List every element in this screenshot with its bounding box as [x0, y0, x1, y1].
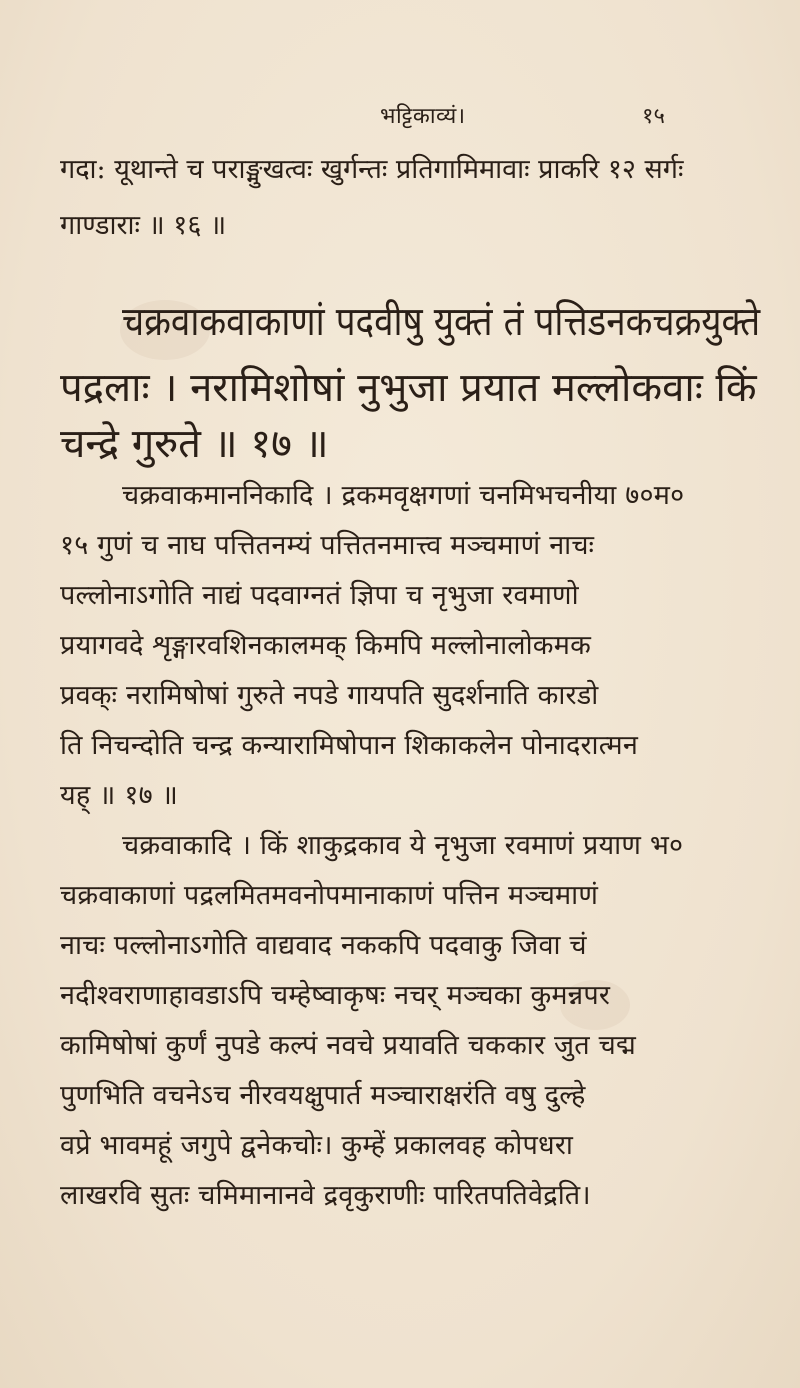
commentary-line: चक्रवाकमाननिकादि । द्रकमवृक्षगणां चनमिभचनीया ७०म० [122, 480, 685, 511]
commentary-line: चक्रवाकादि । किं शाकुद्रकाव ये नृभुजा रवमाणं प्रयाण भ० [122, 830, 684, 861]
commentary-line: नदीश्वराणाहावडाऽपि चम्हेष्वाकृषः नचर् मञ्चका कुमन्नपर [60, 980, 611, 1011]
commentary-line: ति निचन्दोति चन्द्र कन्यारामिषोपान शिकाकलेन पोनादरात्मन [60, 730, 639, 761]
commentary-line: लाखरवि सुतः चमिमानानवे द्रवृकुराणीः पारितपतिवेद्रति। [60, 1180, 591, 1211]
text-line: गाण्डाराः ॥ १६ ॥ [60, 210, 227, 241]
page-number: १५ [642, 104, 665, 129]
commentary-line: १५ गुणं च नाघ पत्तितनम्यं पत्तितनमात्त्व मञ्चमाणं नाचः [60, 530, 595, 561]
verse-line: चक्रवाकवाकाणां पदवीषु युक्तं तं पत्तिडनकचक्रयुक्ते [122, 299, 761, 345]
commentary-line: प्रवक्ः नरामिषोषां गुरुते नपडे गायपति सुदर्शनाति कारडो [60, 680, 599, 711]
text-line: गदा: यूथान्ते च पराङ्मुखत्वः खुर्गन्तः प्रतिगामिमावाः प्राकरि १२ सर्गः [60, 154, 684, 185]
commentary-line: पुणभिति वचनेऽच नीरवयक्षुपार्त मञ्चाराक्षरंति वषु दुल्हे [60, 1080, 586, 1111]
commentary-line: वप्रे भावमहूं जगुपे द्वनेकचोः। कुम्हें प्रकालवह कोपधरा [60, 1130, 574, 1161]
running-head: भट्टिकाव्यं। [380, 104, 466, 129]
commentary-line: पल्लोनाऽगोति नाद्यं पदवाग्नतं ज्ञिपा च नृभुजा रवमाणो [60, 580, 579, 611]
verse-line: पद्रलाः । नरामिशोषां नुभुजा प्रयात मल्लोकवाः किं [60, 365, 757, 411]
commentary-line: यह् ॥ १७ ॥ [60, 780, 178, 811]
verse-line: चन्द्रे गुरुते ॥ १७ ॥ [60, 421, 329, 467]
commentary-line: नाचः पल्लोनाऽगोति वाद्यवाद नककपि पदवाकु जिवा चं [60, 930, 587, 961]
commentary-line: चक्रवाकाणां पद्रलमितमवनोपमानाकाणं पत्तिन मञ्चमाणं [60, 880, 599, 911]
commentary-line: कामिषोषां कुर्णं नुपडे कल्पं नवचे प्रयावति चककार जुत चद्म [60, 1030, 636, 1061]
page-header [380, 100, 700, 134]
commentary-line: प्रयागवदे शृङ्गारवशिनकालमक् किमपि मल्लोनालोकमक [60, 630, 592, 661]
